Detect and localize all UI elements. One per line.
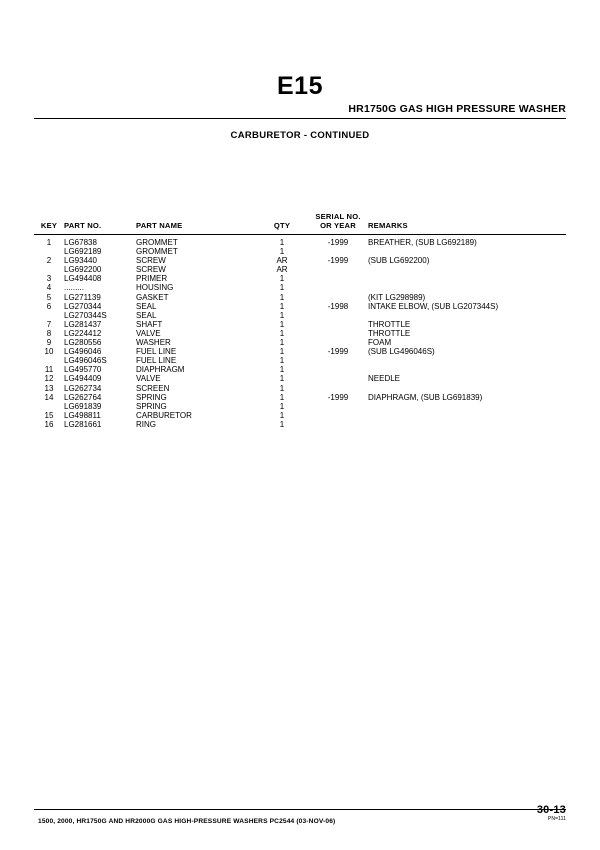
table-row xyxy=(34,356,566,365)
cell-qty: 1 xyxy=(279,238,285,247)
cell-part-no: LG494409 xyxy=(64,374,102,384)
cell-part-name: CARBURETOR xyxy=(136,410,192,420)
cell-remarks xyxy=(368,356,566,365)
cell-part-no: LG494408 xyxy=(64,274,102,284)
table-row xyxy=(34,235,566,248)
cell-qty: 1 xyxy=(279,419,285,429)
table-row xyxy=(34,302,566,311)
table-row xyxy=(34,265,566,274)
cell-remarks xyxy=(368,283,566,292)
header-row xyxy=(0,103,600,117)
cell-key: 12 xyxy=(44,374,54,384)
cell-part-no: LG692189 xyxy=(64,247,102,257)
table-row xyxy=(34,393,566,402)
cell-part-name: SHAFT xyxy=(136,319,163,329)
cell-serial xyxy=(308,320,368,329)
cell-qty: 1 xyxy=(279,383,285,393)
table-row xyxy=(34,320,566,329)
footer-page-block xyxy=(537,805,566,822)
cell-part-no: LG280556 xyxy=(64,338,102,348)
cell-remarks: INTAKE ELBOW, (SUB LG207344S) xyxy=(368,301,499,311)
cell-part-no: LG495770 xyxy=(64,365,102,375)
cell-part-name: VALVE xyxy=(136,328,161,338)
cell-serial xyxy=(308,365,368,374)
cell-remarks: THROTTLE xyxy=(368,319,411,329)
cell-part-name: GROMMET xyxy=(136,247,178,257)
cell-part-name: FUEL LINE xyxy=(136,347,177,357)
cell-key: 3 xyxy=(46,274,52,284)
cell-serial xyxy=(308,356,368,365)
cell-key: 1 xyxy=(46,238,52,247)
cell-qty: AR xyxy=(276,256,288,266)
cell-qty: 1 xyxy=(279,319,285,329)
cell-serial: -1998 xyxy=(327,301,349,311)
cell-key: 5 xyxy=(46,292,52,302)
cell-remarks xyxy=(368,384,566,393)
cell-part-name: SPRING xyxy=(136,392,167,402)
parts-table xyxy=(34,212,566,429)
cell-part-no: LG691839 xyxy=(64,401,102,411)
table-row xyxy=(34,411,566,420)
cell-remarks xyxy=(368,420,566,429)
cell-remarks: (SUB LG496046S) xyxy=(368,347,435,357)
cell-qty: 1 xyxy=(279,392,285,402)
cell-part-no: LG224412 xyxy=(64,328,102,338)
cell-qty: 1 xyxy=(279,274,285,284)
cell-part-no: LG93440 xyxy=(64,256,97,266)
cell-qty: 1 xyxy=(279,401,285,411)
column-header-key: KEY xyxy=(34,212,64,235)
cell-qty: 1 xyxy=(279,301,285,311)
table-row xyxy=(34,293,566,302)
cell-key: 11 xyxy=(44,365,54,375)
cell-serial xyxy=(308,329,368,338)
cell-part-no: LG262734 xyxy=(64,383,102,393)
table-row xyxy=(34,311,566,320)
cell-qty: 1 xyxy=(279,365,285,375)
cell-qty: 1 xyxy=(279,292,285,302)
cell-part-no: LG496046 xyxy=(64,347,102,357)
footer-publication-info: 1500, 2000, HR1750G AND HR2000G GAS HIGH-PRESSURE WASHERS PC2544 (03-NOV-06) xyxy=(38,818,336,825)
cell-qty: 1 xyxy=(279,356,285,366)
cell-remarks xyxy=(368,411,566,420)
cell-part-no: LG270344 xyxy=(64,301,102,311)
cell-serial: -1999 xyxy=(327,392,349,402)
cell-part-name: SEAL xyxy=(136,310,157,320)
cell-key: 6 xyxy=(46,301,52,311)
cell-key xyxy=(34,311,64,320)
cell-part-name: GROMMET xyxy=(136,238,178,247)
cell-part-name: SCREW xyxy=(136,265,166,275)
cell-remarks: FOAM xyxy=(368,338,392,348)
cell-qty: 1 xyxy=(279,247,285,257)
parts-table-header xyxy=(34,212,566,235)
footer-page-note: PN=111 xyxy=(547,816,566,822)
cell-remarks: BREATHER, (SUB LG692189) xyxy=(368,238,477,247)
cell-key: 8 xyxy=(46,328,52,338)
cell-qty: 1 xyxy=(279,328,285,338)
cell-key: 13 xyxy=(44,383,54,393)
cell-part-name: WASHER xyxy=(136,338,171,348)
table-row xyxy=(34,283,566,292)
cell-part-no: LG281661 xyxy=(64,419,102,429)
table-row xyxy=(34,256,566,265)
parts-table-container xyxy=(34,212,566,429)
table-header-row xyxy=(34,212,566,235)
table-row xyxy=(34,347,566,356)
cell-part-name: SEAL xyxy=(136,301,157,311)
cell-remarks: THROTTLE xyxy=(368,328,411,338)
cell-part-name: DIAPHRAGM xyxy=(136,365,185,375)
cell-key: 4 xyxy=(46,283,52,293)
cell-serial xyxy=(308,247,368,256)
cell-serial xyxy=(308,338,368,347)
cell-key xyxy=(34,247,64,256)
cell-serial xyxy=(308,420,368,429)
cell-qty: 1 xyxy=(279,283,285,293)
cell-key: 14 xyxy=(44,392,54,402)
cell-part-no: LG271139 xyxy=(64,292,101,302)
cell-serial: -1999 xyxy=(327,347,349,357)
cell-remarks xyxy=(368,247,566,256)
cell-serial xyxy=(308,274,368,283)
cell-remarks: NEEDLE xyxy=(368,374,401,384)
column-header-remarks: REMARKS xyxy=(368,212,566,235)
table-row xyxy=(34,384,566,393)
cell-part-no: ......... xyxy=(64,283,85,293)
cell-part-name: VALVE xyxy=(136,374,161,384)
footer-page-number: 30-13 xyxy=(536,804,566,816)
cell-part-name: SPRING xyxy=(136,401,167,411)
cell-key: 15 xyxy=(44,410,54,420)
page-title: E15 xyxy=(277,72,323,100)
cell-qty: 1 xyxy=(279,410,285,420)
cell-qty: AR xyxy=(276,265,288,275)
column-header-serial-line2: OR YEAR xyxy=(320,221,356,230)
cell-key: 7 xyxy=(46,319,52,329)
header-divider xyxy=(34,118,566,119)
cell-serial xyxy=(308,384,368,393)
cell-qty: 1 xyxy=(279,338,285,348)
cell-remarks xyxy=(368,365,566,374)
cell-key xyxy=(34,402,64,411)
table-row xyxy=(34,365,566,374)
cell-remarks xyxy=(368,274,566,283)
column-header-serial-line1: SERIAL NO. xyxy=(315,212,361,221)
cell-serial xyxy=(308,311,368,320)
cell-remarks xyxy=(368,311,566,320)
cell-serial xyxy=(308,265,368,274)
cell-remarks xyxy=(368,402,566,411)
cell-serial xyxy=(308,283,368,292)
cell-serial: -1999 xyxy=(327,238,349,247)
cell-serial: -1999 xyxy=(327,256,349,266)
cell-qty: 1 xyxy=(279,310,285,320)
cell-remarks: (KIT LG298989) xyxy=(368,292,426,302)
column-header-qty: QTY xyxy=(256,212,308,235)
cell-part-name: RING xyxy=(136,419,156,429)
cell-part-name: SCREEN xyxy=(136,383,170,393)
cell-serial xyxy=(308,411,368,420)
cell-part-no: LG496046S xyxy=(64,356,107,366)
section-title: CARBURETOR - CONTINUED xyxy=(230,130,370,141)
cell-part-name: PRIMER xyxy=(136,274,168,284)
cell-qty: 1 xyxy=(279,374,285,384)
cell-key xyxy=(34,356,64,365)
cell-part-no: LG67838 xyxy=(64,238,97,247)
cell-part-no: LG692200 xyxy=(64,265,102,275)
table-row xyxy=(34,329,566,338)
cell-key xyxy=(34,265,64,274)
footer-divider xyxy=(34,809,566,810)
table-row xyxy=(34,338,566,347)
cell-key: 16 xyxy=(44,419,54,429)
cell-part-no: LG498811 xyxy=(64,410,101,420)
cell-key: 2 xyxy=(46,256,52,266)
column-header-serial xyxy=(308,212,368,235)
cell-serial xyxy=(308,402,368,411)
table-row xyxy=(34,420,566,429)
table-row xyxy=(34,402,566,411)
parts-table-body xyxy=(34,235,566,429)
cell-remarks xyxy=(368,265,566,274)
document-page xyxy=(0,74,600,850)
cell-serial xyxy=(308,293,368,302)
cell-part-no: LG281437 xyxy=(64,319,102,329)
cell-part-name: GASKET xyxy=(136,292,169,302)
cell-remarks: DIAPHRAGM, (SUB LG691839) xyxy=(368,392,483,402)
table-row xyxy=(34,274,566,283)
cell-remarks: (SUB LG692200) xyxy=(368,256,430,266)
table-row xyxy=(34,247,566,256)
table-row xyxy=(34,374,566,383)
cell-serial xyxy=(308,374,368,383)
column-header-part-name: PART NAME xyxy=(136,212,256,235)
cell-part-name: HOUSING xyxy=(136,283,174,293)
cell-key: 9 xyxy=(46,338,52,348)
cell-qty: 1 xyxy=(279,347,285,357)
header-model-title: HR1750G GAS HIGH PRESSURE WASHER xyxy=(348,103,566,115)
cell-part-name: SCREW xyxy=(136,256,166,266)
cell-part-name: FUEL LINE xyxy=(136,356,177,366)
cell-key: 10 xyxy=(44,347,54,357)
cell-part-no: LG270344S xyxy=(64,310,107,320)
column-header-part-no: PART NO. xyxy=(64,212,136,235)
cell-part-no: LG262764 xyxy=(64,392,102,402)
